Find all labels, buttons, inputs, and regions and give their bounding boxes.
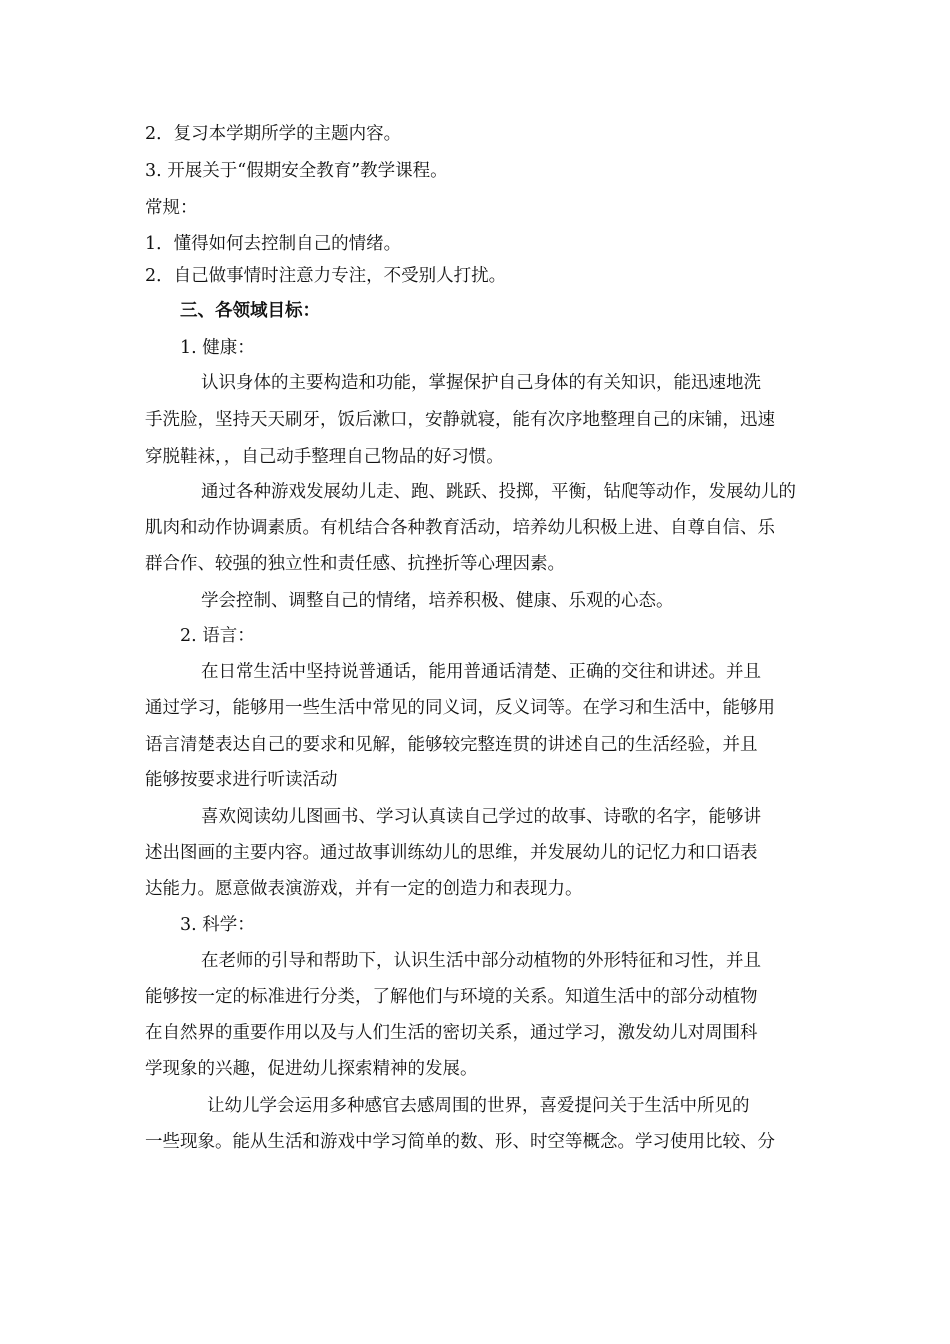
text-line: 达能力。愿意做表演游戏，并有一定的创造力和表现力。 bbox=[145, 879, 583, 899]
text-line: 群合作、较强的独立性和责任感、抗挫折等心理因素。 bbox=[145, 554, 565, 574]
text-line: 认识身体的主要构造和功能，掌握保护自己身体的有关知识，能迅速地洗 bbox=[201, 373, 761, 393]
subsection-heading: 1. 健康： bbox=[180, 338, 255, 358]
subsection-heading: 3. 科学： bbox=[180, 915, 255, 935]
text-line: 3. 开展关于“假期安全教育”教学课程。 bbox=[145, 161, 448, 181]
text-line: 手洗脸，坚持天天刷牙，饭后漱口，安静就寝，能有次序地整理自己的床铺，迅速 bbox=[145, 410, 775, 430]
text-line: 语言清楚表达自己的要求和见解，能够较完整连贯的讲述自己的生活经验，并且 bbox=[145, 735, 758, 755]
text-line: 2．自己做事情时注意力专注，不受别人打扰。 bbox=[145, 266, 507, 286]
text-line: 一些现象。能从生活和游戏中学习简单的数、形、时空等概念。学习使用比较、分 bbox=[145, 1132, 775, 1152]
text-line: 肌肉和动作协调素质。有机结合各种教育活动，培养幼儿积极上进、自尊自信、乐 bbox=[145, 518, 775, 538]
text-line: 通过学习，能够用一些生活中常见的同义词，反义词等。在学习和生活中，能够用 bbox=[145, 698, 775, 718]
text-line: 1．懂得如何去控制自己的情绪。 bbox=[145, 234, 402, 254]
text-line: 能够按要求进行听读活动 bbox=[145, 770, 338, 790]
text-line: 在自然界的重要作用以及与人们生活的密切关系，通过学习，激发幼儿对周围科 bbox=[145, 1023, 758, 1043]
text-line: 穿脱鞋袜，，自己动手整理自己物品的好习惯。 bbox=[145, 447, 504, 467]
text-line: 学会控制、调整自己的情绪，培养积极、健康、乐观的心态。 bbox=[201, 591, 674, 611]
text-line: 学现象的兴趣，促进幼儿探索精神的发展。 bbox=[145, 1059, 478, 1079]
text-line: 在老师的引导和帮助下，认识生活中部分动植物的外形特征和习性，并且 bbox=[201, 951, 761, 971]
text-line: 能够按一定的标准进行分类，了解他们与环境的关系。知道生活中的部分动植物 bbox=[145, 987, 758, 1007]
text-line: 常规： bbox=[145, 198, 198, 218]
text-line: 通过各种游戏发展幼儿走、跑、跳跃、投掷，平衡，钻爬等动作，发展幼儿的 bbox=[201, 482, 796, 502]
subsection-heading: 2. 语言： bbox=[180, 626, 255, 646]
text-line: 2．复习本学期所学的主题内容。 bbox=[145, 124, 402, 144]
text-line: 让幼儿学会运用多种感官去感周围的世界，喜爱提问关于生活中所见的 bbox=[207, 1096, 750, 1116]
text-line: 喜欢阅读幼儿图画书、学习认真读自己学过的故事、诗歌的名字，能够讲 bbox=[201, 807, 761, 827]
section-heading: 三、各领域目标： bbox=[180, 301, 320, 321]
text-line: 述出图画的主要内容。通过故事训练幼儿的思维，并发展幼儿的记忆力和口语表 bbox=[145, 843, 758, 863]
text-line: 在日常生活中坚持说普通话，能用普通话清楚、正确的交往和讲述。并且 bbox=[201, 662, 761, 682]
